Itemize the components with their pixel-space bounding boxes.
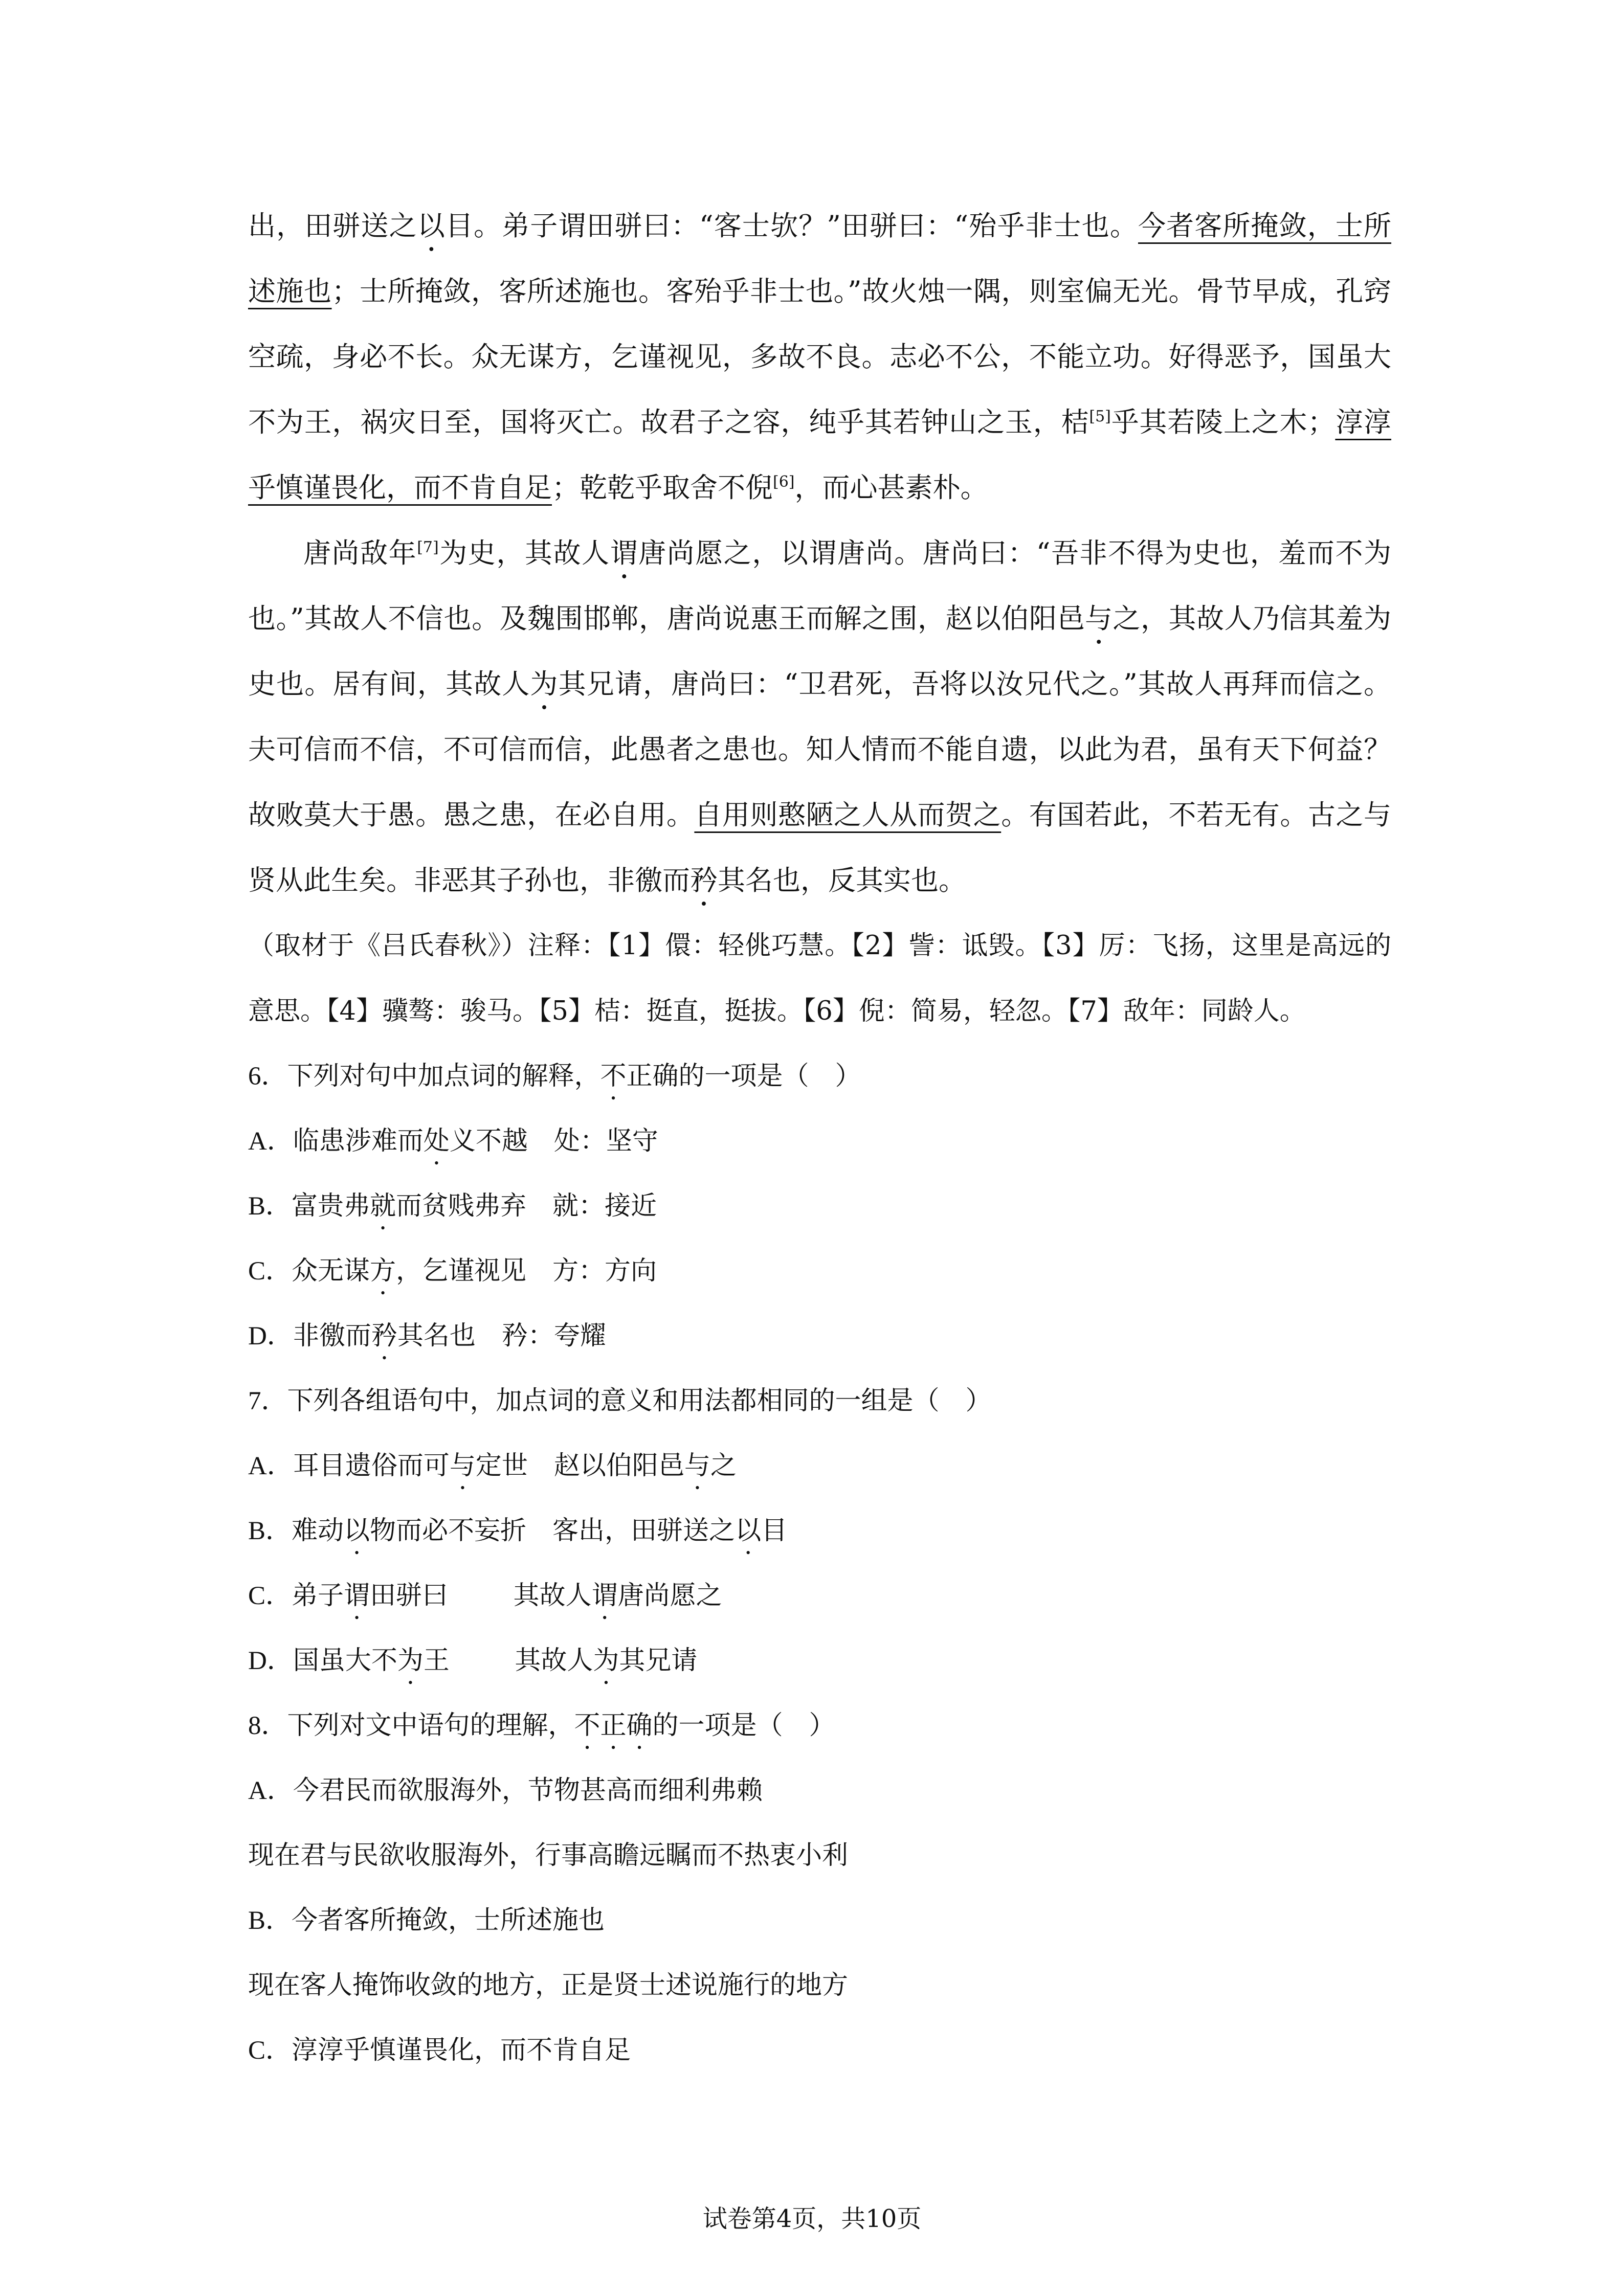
dotted-word: 与 — [1085, 602, 1113, 635]
question-6 — [248, 1044, 1391, 1369]
option-a-explanation: 现在君与民欲收服海外，行事高瞻远瞩而不热衷小利 — [248, 1841, 849, 1870]
question-6-stem: 6．下列对句中加点词的解释，不正确的一项是（ ） — [248, 1062, 861, 1091]
passage-paragraph-1: 出，田骈送之以目。弟子谓田骈曰：“客士欤？”田骈曰：“殆乎非士也。今者客所掩敛，士所述施也；士所掩敛，客所述施也。客殆乎非士也。”故火烛一隅，则室偏无光。骨节早成，孔窍空疏，身必不长。众无谋方，乞谨视见，多故不良。志必不公，不能立功。好得恶予，国虽大不为王，祸灾日至，国将灭亡。故君子之容，纯乎其若钟山之玉，桔[5]乎其若陵上之木；淳淳乎慎谨畏化，而不肯自足；乾乾乎取舍不倪[6]，而心甚素朴。 — [248, 210, 1392, 504]
option-c: C．众无谋方，乞谨视见 方：方向 — [248, 1257, 657, 1286]
option-b: B．富贵弗就而贫贱弗弃 就：接近 — [248, 1192, 657, 1221]
footnote-ref-7: [7] — [417, 538, 439, 556]
option-d: D．非徼而矜其名也 矜：夸耀 — [248, 1322, 606, 1350]
option-c: C．淳淳乎慎谨畏化，而不肯自足 — [248, 2036, 631, 2065]
footnote-ref-6: [6] — [773, 473, 795, 491]
dotted-word: 以 — [417, 210, 446, 242]
question-7 — [248, 1369, 1391, 1694]
underlined-sentence: 自用则憨陋之人从而贺之 — [694, 799, 1002, 831]
footnote-ref-5: [5] — [1089, 408, 1111, 425]
underlined-sentence: 淳淳乎慎谨畏化，而不肯自足 — [248, 406, 1391, 504]
option-a: A．今君民而欲服海外，节物甚高而细利弗赖 — [248, 1776, 763, 1805]
option-d: D．国虽大不为王 其故人为其兄请 — [248, 1647, 698, 1675]
underlined-sentence: 今者客所掩敛，士所述施也 — [248, 210, 1392, 307]
question-8-stem: 8．下列对文中语句的理解，不正确的一项是（ ） — [248, 1712, 835, 1740]
dotted-word: 矜 — [690, 864, 718, 896]
dotted-word: 谓 — [610, 537, 639, 569]
page-content — [248, 193, 1391, 2083]
option-c: C．弟子谓田骈曰 其故人谓唐尚愿之 — [248, 1582, 722, 1610]
question-8 — [248, 1694, 1391, 2083]
option-b: B．难动以物而必不妄折 客出，田骈送之以目 — [248, 1517, 788, 1545]
passage — [248, 193, 1391, 913]
option-a: A．临患涉难而处义不越 处：坚守 — [248, 1127, 658, 1156]
dotted-word: 为 — [530, 668, 559, 700]
passage-paragraph-2: 唐尚敌年[7]为史，其故人谓唐尚愿之，以谓唐尚。唐尚曰：“吾非不得为史也，羞而不为也。”其故人不信也。及魏围邯郸，唐尚说惠王而解之围，赵以伯阳邑与之，其故人乃信其羞为史也。居有间，其故人为其兄请，唐尚曰：“卫君死，吾将以汝兄代之。”其故人再拜而信之。夫可信而不信，不可信而信，此愚者之患也。知人情而不能自遗，以此为君，虽有天下何益？故败莫大于愚。愚之患，在必自用。自用则憨陋之人从而贺之。有国若此，不若无有。古之与贤从此生矣。非恶其子孙也，非徼而矜其名也，反其实也。 — [248, 537, 1392, 896]
option-b: B．今者客所掩敛，士所述施也 — [248, 1906, 605, 1935]
question-7-stem: 7．下列各组语句中，加点词的意义和用法都相同的一组是（ ） — [248, 1387, 992, 1415]
source-and-notes: （取材于《吕氏春秋》）注释：【1】儇：轻佻巧慧。【2】訾：诋毁。【3】厉：飞扬，这里是高远的意思。【4】骥骜：骏马。【5】桔：挺直，挺拔。【6】倪：简易，轻忽。【7】敌年：同龄人。 — [248, 931, 1391, 1026]
option-a: A．耳目遗俗而可与定世 赵以伯阳邑与之 — [248, 1452, 737, 1480]
option-b-explanation: 现在客人掩饰收敛的地方，正是贤士述说施行的地方 — [248, 1971, 849, 2000]
page-footer: 试卷第4页，共10页 — [702, 2204, 922, 2233]
